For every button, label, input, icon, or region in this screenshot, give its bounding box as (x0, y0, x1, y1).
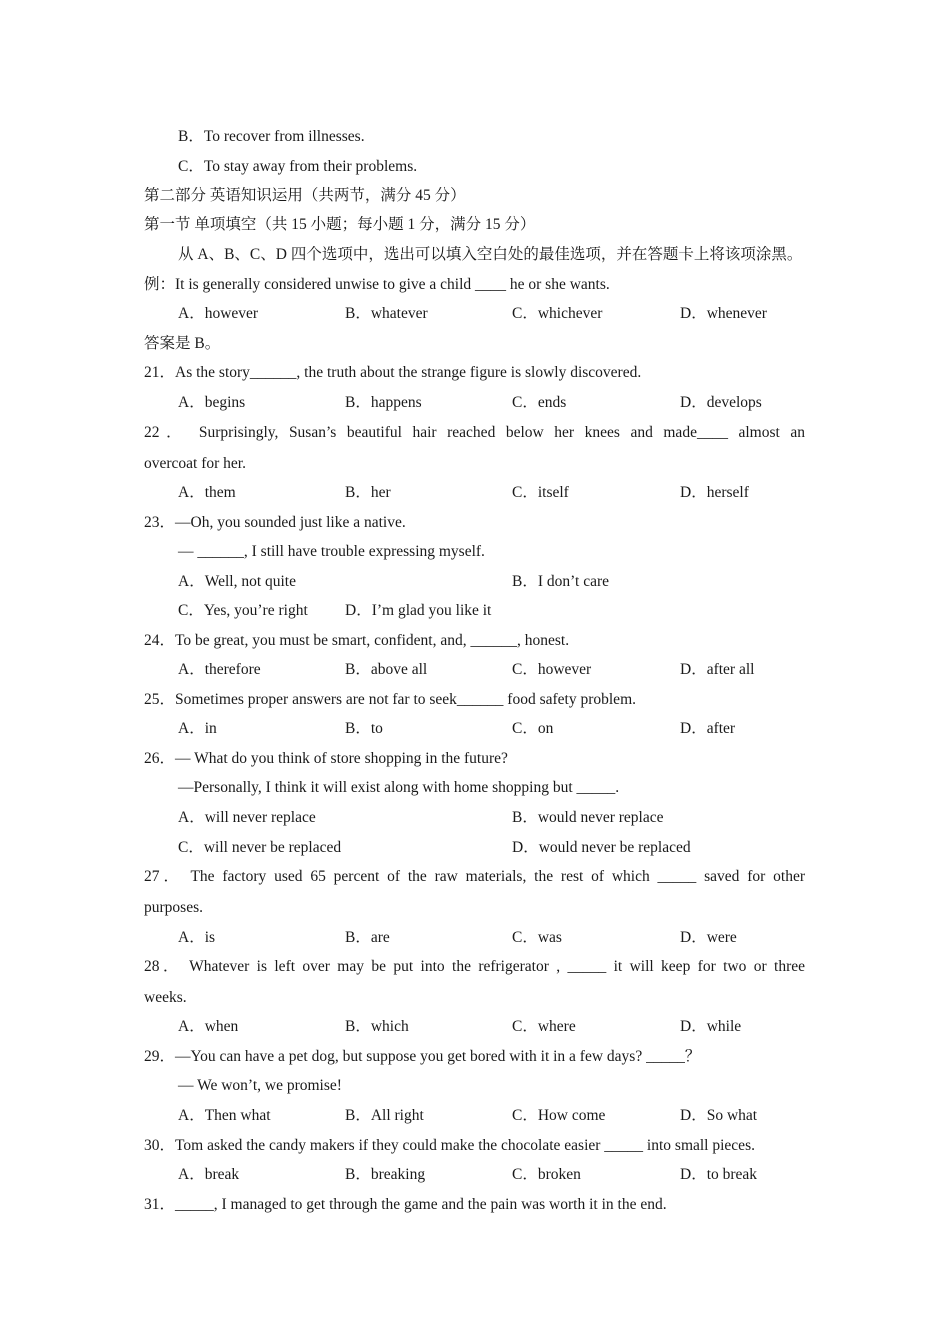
q24-option-a: A．therefore (178, 661, 261, 678)
q23-option-a: A．Well, not quite (178, 573, 296, 590)
q24-option-b: B．above all (345, 661, 428, 678)
q25-option-b: B．to (345, 720, 383, 737)
part2-heading: 第二部分 英语知识运用（共两节，满分 45 分） (144, 187, 466, 204)
q30-stem: 30．Tom asked the candy makers if they could make the chocolate easier _____ into small pieces. (144, 1137, 755, 1154)
q26-option-b: B．would never replace (512, 809, 664, 826)
q29-option-a: A．Then what (178, 1107, 271, 1124)
q30-option-a: A．break (178, 1166, 240, 1183)
q22-option-d: D．herself (680, 484, 749, 501)
q23-option-b: B．I don’t care (512, 573, 609, 590)
q25-option-a: A．in (178, 720, 217, 737)
q21-option-d: D．develops (680, 394, 762, 411)
example-option-d: D．whenever (680, 305, 767, 322)
example-option-b: B．whatever (345, 305, 428, 322)
q28-option-c: C．where (512, 1018, 576, 1035)
q23-option-d: D．I’m glad you like it (345, 602, 492, 619)
q29-stem: 29．—You can have a pet dog, but suppose you get bored with it in a few days? _____？ (144, 1048, 701, 1065)
q20-option-b: B．To recover from illnesses. (178, 128, 365, 145)
q26-option-c: C．will never be replaced (178, 839, 342, 856)
q25-stem: 25．Sometimes proper answers are not far to seek______ food safety problem. (144, 691, 636, 708)
q21-option-b: B．happens (345, 394, 422, 411)
q22-stem-cont: overcoat for her. (144, 455, 246, 472)
q31-stem: 31．_____, I managed to get through the game and the pain was worth it in the end. (144, 1196, 667, 1213)
q29-option-c: C．How come (512, 1107, 606, 1124)
q28-option-d: D．while (680, 1018, 742, 1035)
q23-stem: 23．—Oh, you sounded just like a native. (144, 514, 406, 531)
q22-stem: 22． Surprisingly, Susan’s beautiful hair reached below her knees and made____ almost an (144, 424, 805, 441)
q21-option-c: C．ends (512, 394, 567, 411)
q28-stem: 28． Whatever is left over may be put into the refrigerator , _____ it will keep for two or three (144, 958, 805, 975)
q26-option-d: D．would never be replaced (512, 839, 691, 856)
q21-option-a: A．begins (178, 394, 246, 411)
q26-option-a: A．will never replace (178, 809, 316, 826)
q28-option-a: A．when (178, 1018, 239, 1035)
q25-option-d: D．after (680, 720, 736, 737)
q27-option-d: D．were (680, 929, 737, 946)
q26-reply: —Personally, I think it will exist along with home shopping but _____. (178, 779, 620, 796)
q22-option-a: A．them (178, 484, 236, 501)
q24-option-c: C．however (512, 661, 592, 678)
section1-heading: 第一节 单项填空（共 15 小题；每小题 1 分，满分 15 分） (144, 216, 536, 233)
q23-reply: — ______, I still have trouble expressing myself. (178, 543, 485, 560)
q27-option-b: B．are (345, 929, 390, 946)
q20-option-c: C．To stay away from their problems. (178, 158, 418, 175)
q28-stem-cont: weeks. (144, 989, 187, 1006)
q30-option-d: D．to break (680, 1166, 758, 1183)
example-option-a: A．however (178, 305, 259, 322)
example-stem: 例：It is generally considered unwise to give a child ____ he or she wants. (144, 276, 610, 293)
q29-option-b: B．All right (345, 1107, 424, 1124)
example-answer: 答案是 B。 (144, 335, 221, 352)
q21-stem: 21．As the story______, the truth about the strange figure is slowly discovered. (144, 364, 642, 381)
q26-stem: 26．— What do you think of store shopping in the future? (144, 750, 508, 767)
q30-option-b: B．breaking (345, 1166, 426, 1183)
q27-stem-cont: purposes. (144, 899, 203, 916)
q27-option-c: C．was (512, 929, 562, 946)
q25-option-c: C．on (512, 720, 554, 737)
example-option-c: C．whichever (512, 305, 603, 322)
q24-stem: 24．To be great, you must be smart, confident, and, ______, honest. (144, 632, 570, 649)
q22-option-c: C．itself (512, 484, 569, 501)
q30-option-c: C．broken (512, 1166, 581, 1183)
q27-option-a: A．is (178, 929, 216, 946)
q24-option-d: D．after all (680, 661, 755, 678)
q22-option-b: B．her (345, 484, 391, 501)
q29-reply: — We won’t, we promise! (178, 1077, 342, 1094)
instructions: 从 A、B、C、D 四个选项中，选出可以填入空白处的最佳选项，并在答题卡上将该项涂黑。 (178, 246, 803, 263)
q27-stem: 27． The factory used 65 percent of the raw materials, the rest of which _____ saved for other (144, 868, 805, 885)
q28-option-b: B．which (345, 1018, 409, 1035)
q29-option-d: D．So what (680, 1107, 758, 1124)
q23-option-c: C．Yes, you’re right (178, 602, 308, 619)
